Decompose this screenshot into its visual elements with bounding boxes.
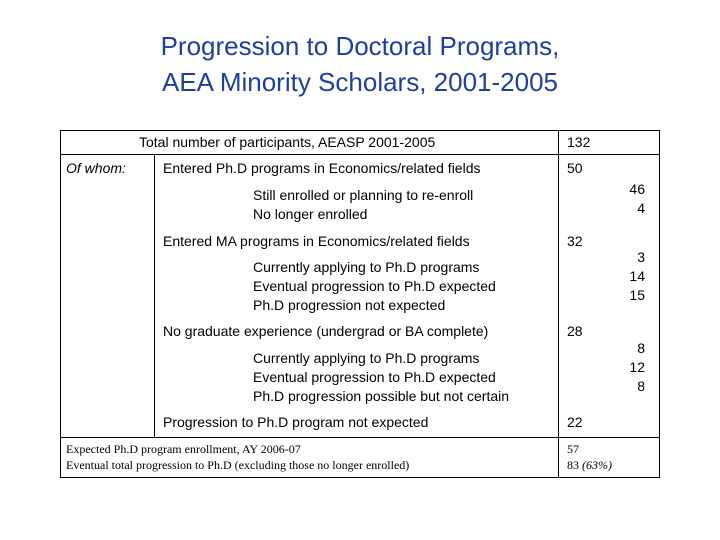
of-whom-label: Of whom: bbox=[66, 160, 126, 176]
footer-eventual-label: Eventual total progression to Ph.D (excluding those no longer enrolled) bbox=[66, 458, 410, 472]
value-column-divider bbox=[558, 131, 559, 437]
ma-sub-value-expected: 14 bbox=[629, 268, 645, 284]
row-divider-total-value bbox=[558, 154, 659, 155]
progression-table bbox=[60, 130, 660, 478]
total-participants-label: Total number of participants, AEASP 2001-2005 bbox=[139, 134, 436, 150]
ma-programs-value: 32 bbox=[567, 233, 583, 249]
ma-sub-value-applying: 3 bbox=[637, 249, 645, 265]
nograd-sub-value-applying: 8 bbox=[637, 340, 645, 356]
footer-expected-value: 57 bbox=[567, 442, 579, 456]
not-expected-value: 22 bbox=[567, 414, 583, 430]
phd-programs-value: 50 bbox=[567, 160, 583, 176]
nograd-sub-label-applying: Currently applying to Ph.D programs bbox=[253, 350, 480, 366]
ma-sub-value-not-expected: 15 bbox=[629, 287, 645, 303]
nograd-sub-label-expected: Eventual progression to Ph.D expected bbox=[253, 369, 496, 385]
no-graduate-value: 28 bbox=[567, 323, 583, 339]
label-column-divider bbox=[154, 154, 155, 437]
slide-title bbox=[0, 28, 720, 100]
ma-sub-label-not-expected: Ph.D progression not expected bbox=[253, 297, 446, 313]
not-expected-label: Progression to Ph.D program not expected bbox=[163, 414, 429, 430]
phd-programs-label: Entered Ph.D programs in Economics/related fields bbox=[163, 160, 481, 176]
nograd-sub-label-possible: Ph.D progression possible but not certain bbox=[253, 388, 510, 404]
footer-expected-label: Expected Ph.D program enrollment, AY 2006-07 bbox=[66, 442, 301, 456]
ma-sub-label-expected: Eventual progression to Ph.D expected bbox=[253, 278, 496, 294]
no-graduate-label: No graduate experience (undergrad or BA complete) bbox=[163, 323, 489, 339]
footer-eventual-cell bbox=[567, 457, 612, 473]
phd-sub-label-still-enrolled: Still enrolled or planning to re-enroll bbox=[253, 187, 474, 203]
nograd-sub-value-expected: 12 bbox=[629, 359, 645, 375]
ma-programs-label: Entered MA programs in Economics/related fields bbox=[163, 233, 470, 249]
title-line-1: Progression to Doctoral Programs, bbox=[160, 31, 560, 61]
title-line-2: AEA Minority Scholars, 2001-2005 bbox=[162, 67, 558, 97]
row-divider-total bbox=[61, 154, 558, 155]
nograd-sub-value-possible: 8 bbox=[637, 378, 645, 394]
ma-sub-label-applying: Currently applying to Ph.D programs bbox=[253, 259, 480, 275]
total-participants-value: 132 bbox=[567, 134, 591, 150]
phd-sub-label-no-longer-enrolled: No longer enrolled bbox=[253, 206, 368, 222]
phd-sub-value-still-enrolled: 46 bbox=[629, 181, 645, 197]
footer-eventual-value: 83 bbox=[567, 458, 579, 472]
footer-divider bbox=[61, 437, 659, 438]
phd-sub-value-no-longer-enrolled: 4 bbox=[637, 200, 645, 216]
footer-eventual-percent: (63%) bbox=[582, 458, 612, 472]
footer-column-divider bbox=[558, 437, 559, 478]
